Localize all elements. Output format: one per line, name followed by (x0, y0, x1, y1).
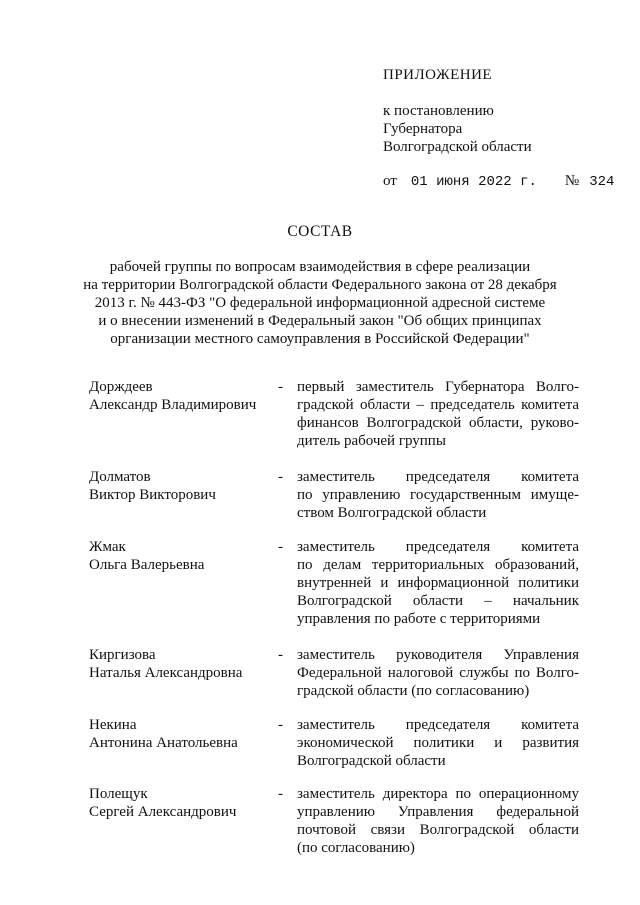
member-surname: Некина (89, 717, 137, 733)
position-line: по управлению государственным имуще- (297, 487, 579, 503)
member-dash: - (278, 717, 283, 733)
member-surname: Долматов (89, 469, 151, 485)
member-name (89, 646, 242, 682)
position-line: (по согласованию) (297, 840, 415, 856)
member-given-names: Наталья Александровна (89, 665, 243, 681)
appendix-line: к постановлению (383, 103, 494, 119)
appendix-date-number (383, 172, 614, 191)
member-position (297, 538, 579, 628)
member-given-names: Ольга Валерьевна (89, 557, 205, 573)
member-name (89, 468, 216, 504)
position-line: внутренней и информационной политики (297, 575, 579, 591)
position-line: финансов Волгоградской области, руково- (297, 415, 579, 431)
number-sign: № (564, 173, 580, 189)
appendix-block (383, 66, 614, 191)
position-line: ством Волгоградской области (297, 505, 487, 521)
member-surname: Дорждеев (89, 379, 153, 395)
position-line: заместитель председателя комитета (297, 469, 579, 485)
member-given-names: Антонина Анатольевна (89, 735, 238, 751)
position-line: почтовой связи Волгоградской области (297, 822, 579, 838)
position-line: заместитель директора по операционному (297, 786, 579, 802)
member-given-names: Виктор Викторович (89, 487, 216, 503)
member-surname: Киргизова (89, 647, 156, 663)
position-line: Федеральной налоговой службы по Волго- (297, 665, 579, 681)
document-subtitle (60, 258, 580, 348)
subtitle-line: на территории Волгоградской области Федерального закона от 28 декабря (83, 277, 557, 293)
member-position (297, 716, 579, 770)
member-surname: Жмак (89, 539, 126, 555)
member-dash: - (278, 647, 283, 663)
number-value: 324 (589, 174, 615, 190)
member-position (297, 378, 579, 450)
position-line: заместитель председателя комитета (297, 539, 579, 555)
position-line: дитель рабочей группы (297, 433, 446, 449)
position-line: заместитель председателя комитета (297, 717, 579, 733)
appendix-title: ПРИЛОЖЕНИЕ (383, 67, 493, 83)
position-line: градской области – председатель комитета (297, 397, 579, 413)
position-line: управлению Управления федеральной (297, 804, 579, 820)
member-dash: - (278, 539, 283, 555)
position-line: Волгоградской области (297, 753, 446, 769)
position-line: Волгоградской области – начальник (297, 593, 579, 609)
subtitle-line: 2013 г. № 443-ФЗ "О федеральной информационной адресной системе (94, 295, 546, 311)
member-given-names: Сергей Александрович (89, 804, 237, 820)
member-position (297, 646, 579, 700)
position-line: по делам территориальных образований, (297, 557, 579, 573)
subtitle-line: организации местного самоуправления в Российской Федерации" (110, 331, 530, 347)
position-line: экономической политики и развития (297, 735, 579, 751)
member-position (297, 785, 579, 857)
member-surname: Полещук (89, 786, 148, 802)
member-dash: - (278, 379, 283, 395)
document-title: СОСТАВ (287, 223, 353, 240)
position-line: управления по работе с территориями (297, 611, 541, 627)
member-name (89, 716, 238, 752)
member-name (89, 785, 236, 821)
appendix-line: Волгоградской области (383, 139, 532, 155)
member-name (89, 378, 256, 414)
subtitle-line: рабочей группы по вопросам взаимодействия в сфере реализации (109, 259, 531, 275)
position-line: градской области (по согласованию) (297, 683, 530, 699)
subtitle-line: и о внесении изменений в Федеральный закон "Об общих принципах (98, 313, 542, 329)
position-line: первый заместитель Губернатора Волго- (297, 379, 579, 395)
position-line: заместитель руководителя Управления (297, 647, 579, 663)
member-position (297, 468, 579, 522)
member-dash: - (278, 786, 283, 802)
member-given-names: Александр Владимирович (89, 397, 257, 413)
date-prefix: от (383, 173, 397, 189)
appendix-line: Губернатора (383, 121, 463, 137)
member-name (89, 538, 204, 574)
date-value: 01 июня 2022 г. (410, 174, 537, 190)
member-dash: - (278, 469, 283, 485)
